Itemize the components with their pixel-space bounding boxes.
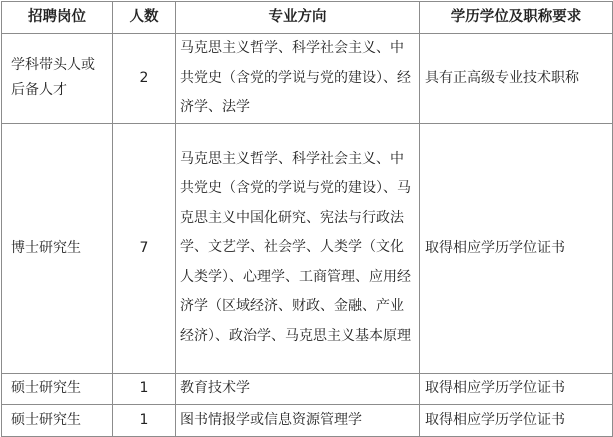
requirement-cell: 取得相应学历学位证书	[420, 123, 613, 373]
header-post: 招聘岗位	[2, 2, 113, 34]
count-cell: 1	[113, 404, 176, 436]
major-cell: 教育技术学	[176, 373, 420, 404]
count-cell: 1	[113, 373, 176, 404]
header-row	[2, 2, 613, 34]
table-row	[2, 404, 613, 436]
requirement-cell: 具有正高级专业技术职称	[420, 34, 613, 124]
header-requirement: 学历学位及职称要求	[420, 2, 613, 34]
requirement-cell: 取得相应学历学位证书	[420, 404, 613, 436]
table-row	[2, 123, 613, 373]
post-cell: 硕士研究生	[2, 373, 113, 404]
table-row	[2, 373, 613, 404]
major-cell: 马克思主义哲学、科学社会主义、中共党史（含党的学说与党的建设）、马克思主义中国化研究、宪法与行政法学、文艺学、社会学、人类学（文化人类学）、心理学、工商管理、应用经济学（区域经济、财政、金融、产业经济）、政治学、马克思主义基本原理	[176, 123, 420, 373]
major-cell: 马克思主义哲学、科学社会主义、中共党史（含党的学说与党的建设）、经济学、法学	[176, 34, 420, 124]
recruitment-table	[1, 1, 613, 437]
count-cell: 2	[113, 34, 176, 124]
table-row	[2, 34, 613, 124]
requirement-cell: 取得相应学历学位证书	[420, 373, 613, 404]
count-cell: 7	[113, 123, 176, 373]
header-count: 人数	[113, 2, 176, 34]
post-cell: 学科带头人或后备人才	[2, 34, 113, 124]
major-cell: 图书情报学或信息资源管理学	[176, 404, 420, 436]
post-cell: 硕士研究生	[2, 404, 113, 436]
post-cell: 博士研究生	[2, 123, 113, 373]
header-major: 专业方向	[176, 2, 420, 34]
